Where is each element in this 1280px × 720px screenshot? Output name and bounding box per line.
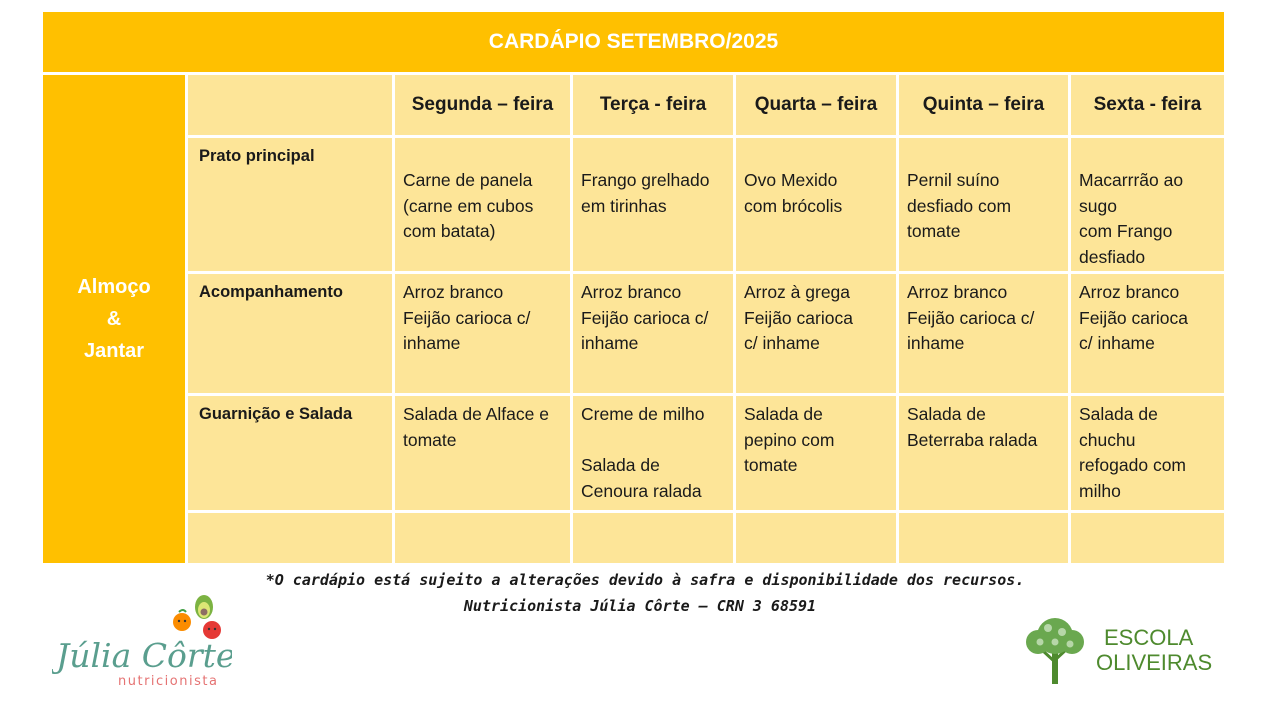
meal-label-line2: & [106,308,122,330]
header-empty-cell [188,75,392,135]
menu-disclaimer: *O cardápio está sujeito a alterações devido à safra e disponibilidade dos recursos. [265,571,1025,589]
row-label-main-dish: Prato principal [188,138,392,271]
nutritionist-credit: Nutricionista Júlia Côrte – CRN 3 68591 [463,597,817,615]
cell-main-dish-tuesday: Frango grelhado em tirinhas [573,138,733,271]
empty-cell [188,513,392,563]
menu-title: CARDÁPIO SETEMBRO/2025 [43,12,1224,72]
day-header-friday: Sexta - feira [1071,75,1224,135]
cell-side-dish-tuesday: Arroz branco Feijão carioca c/ inhame [573,274,733,393]
meal-label-line1: Almoço [77,276,151,298]
empty-cell [395,513,570,563]
cell-side-dish-monday: Arroz branco Feijão carioca c/ inhame [395,274,570,393]
orange-icon [173,610,191,631]
day-header-tuesday: Terça - feira [573,75,733,135]
empty-cell [1071,513,1224,563]
row-label-garnish-salad: Guarnição e Salada [188,396,392,510]
day-header-wednesday: Quarta – feira [736,75,896,135]
cell-main-dish-monday: Carne de panela (carne em cubos com batata) [395,138,570,271]
cell-main-dish-friday: Macarrrão ao sugo com Frango desfiado [1071,138,1224,271]
row-label-side-dish: Acompanhamento [188,274,392,393]
cell-side-dish-wednesday: Arroz à grega Feijão carioca c/ inhame [736,274,896,393]
cell-garnish-salad-wednesday: Salada de pepino com tomate [736,396,896,510]
cell-main-dish-wednesday: Ovo Mexido com brócolis [736,138,896,271]
cell-garnish-salad-monday: Salada de Alface e tomate [395,396,570,510]
escola-oliveiras-logo [1018,612,1218,692]
empty-cell [899,513,1068,563]
olive-tree-icon [1026,618,1084,684]
cell-side-dish-thursday: Arroz branco Feijão carioca c/ inhame [899,274,1068,393]
empty-cell [573,513,733,563]
empty-cell [736,513,896,563]
meal-label-line3: Jantar [83,340,145,362]
escola-logo-line2: OLIVEIRAS [1096,650,1213,675]
cell-garnish-salad-tuesday: Creme de milho Salada de Cenoura ralada [573,396,733,510]
cell-side-dish-friday: Arroz branco Feijão carioca c/ inhame [1071,274,1224,393]
julia-corte-logo [52,593,232,693]
cell-garnish-salad-friday: Salada de chuchu refogado com milho [1071,396,1224,510]
cell-garnish-salad-thursday: Salada de Beterraba ralada [899,396,1068,510]
cell-main-dish-thursday: Pernil suíno desfiado com tomate [899,138,1068,271]
meal-label [43,75,185,563]
day-header-monday: Segunda – feira [395,75,570,135]
avocado-icon [195,595,213,619]
julia-logo-name: Júlia Côrte [56,636,232,675]
escola-logo-line1: ESCOLA [1104,625,1194,650]
julia-logo-subtitle: nutricionista [118,674,219,689]
day-header-thursday: Quinta – feira [899,75,1068,135]
